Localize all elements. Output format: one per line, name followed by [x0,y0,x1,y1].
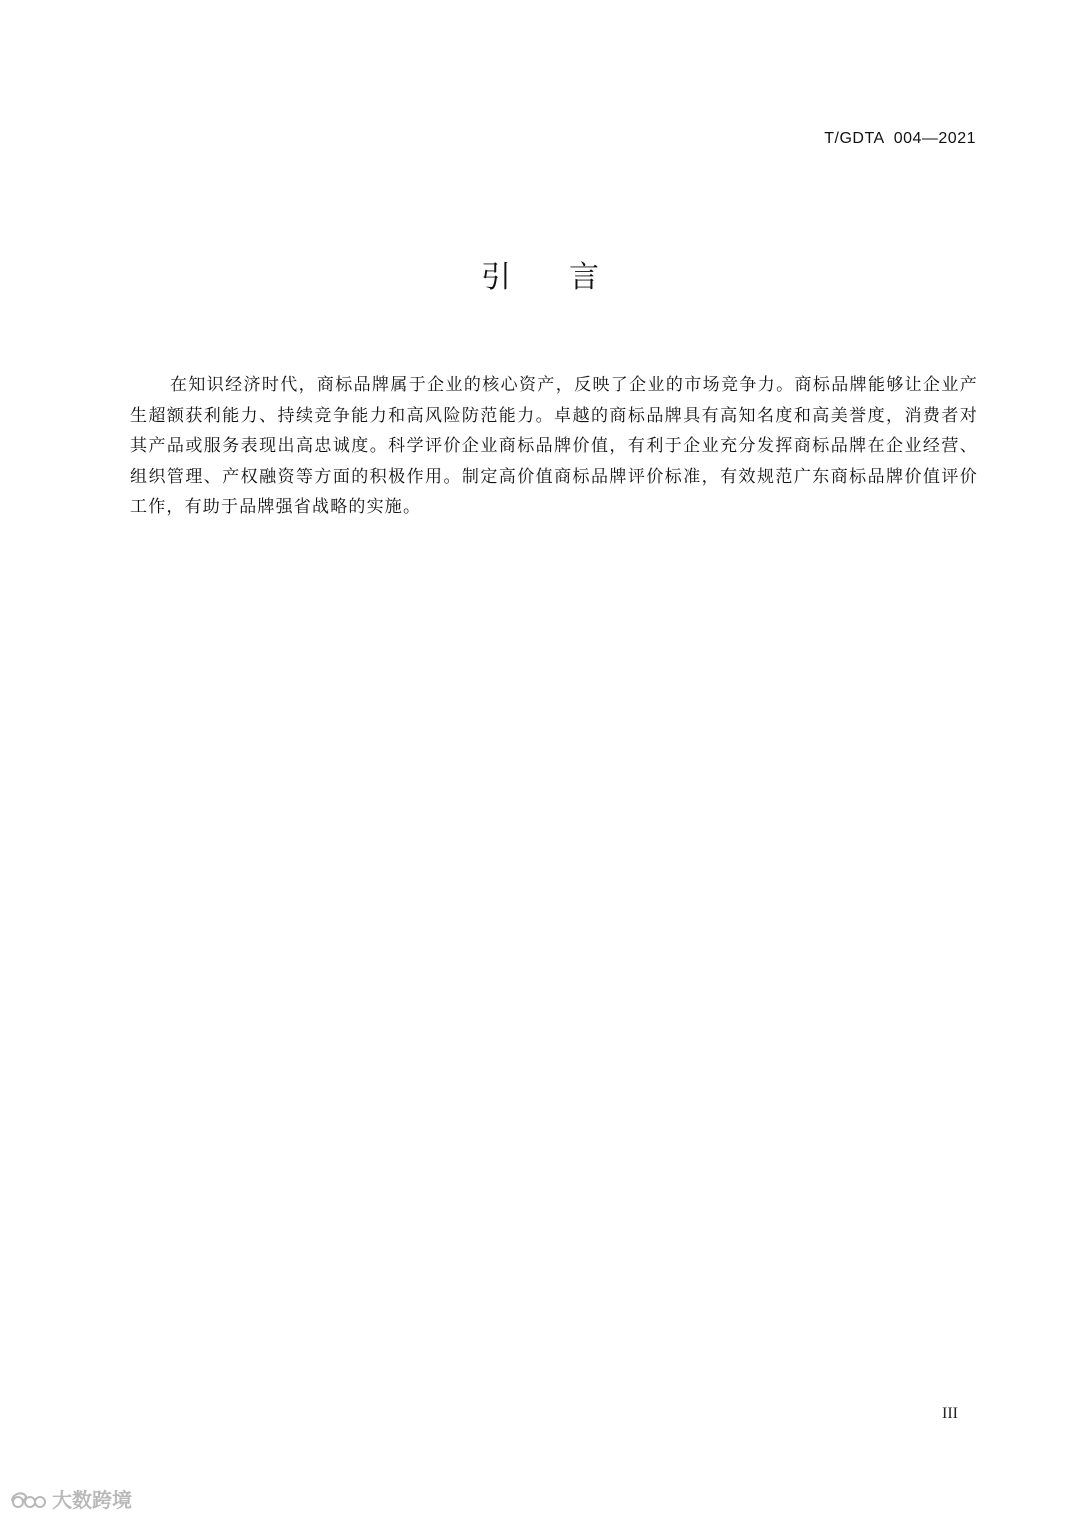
page-number: III [942,1405,958,1422]
page-title: 引言 [481,260,657,295]
weibo-logo-icon [8,1487,48,1511]
document-code: T/GDTA 004—2021 [824,130,976,147]
watermark [8,1484,132,1513]
introduction-paragraph: 在知识经济时代，商标品牌属于企业的核心资产，反映了企业的市场竞争力。商标品牌能够让企业产生超额获利能力、持续竞争能力和高风险防范能力。卓越的商标品牌具有高知名度和高美誉度，消费者对其产品或服务表现出高忠诚度。科学评价企业商标品牌价值，有利于企业充分发挥商标品牌在企业经营、组织管理、产权融资等方面的积极作用。制定高价值商标品牌评价标准，有效规范广东商标品牌价值评价工作，有助于品牌强省战略的实施。 [130,375,978,517]
watermark-text: 大数跨境 [52,1488,132,1512]
